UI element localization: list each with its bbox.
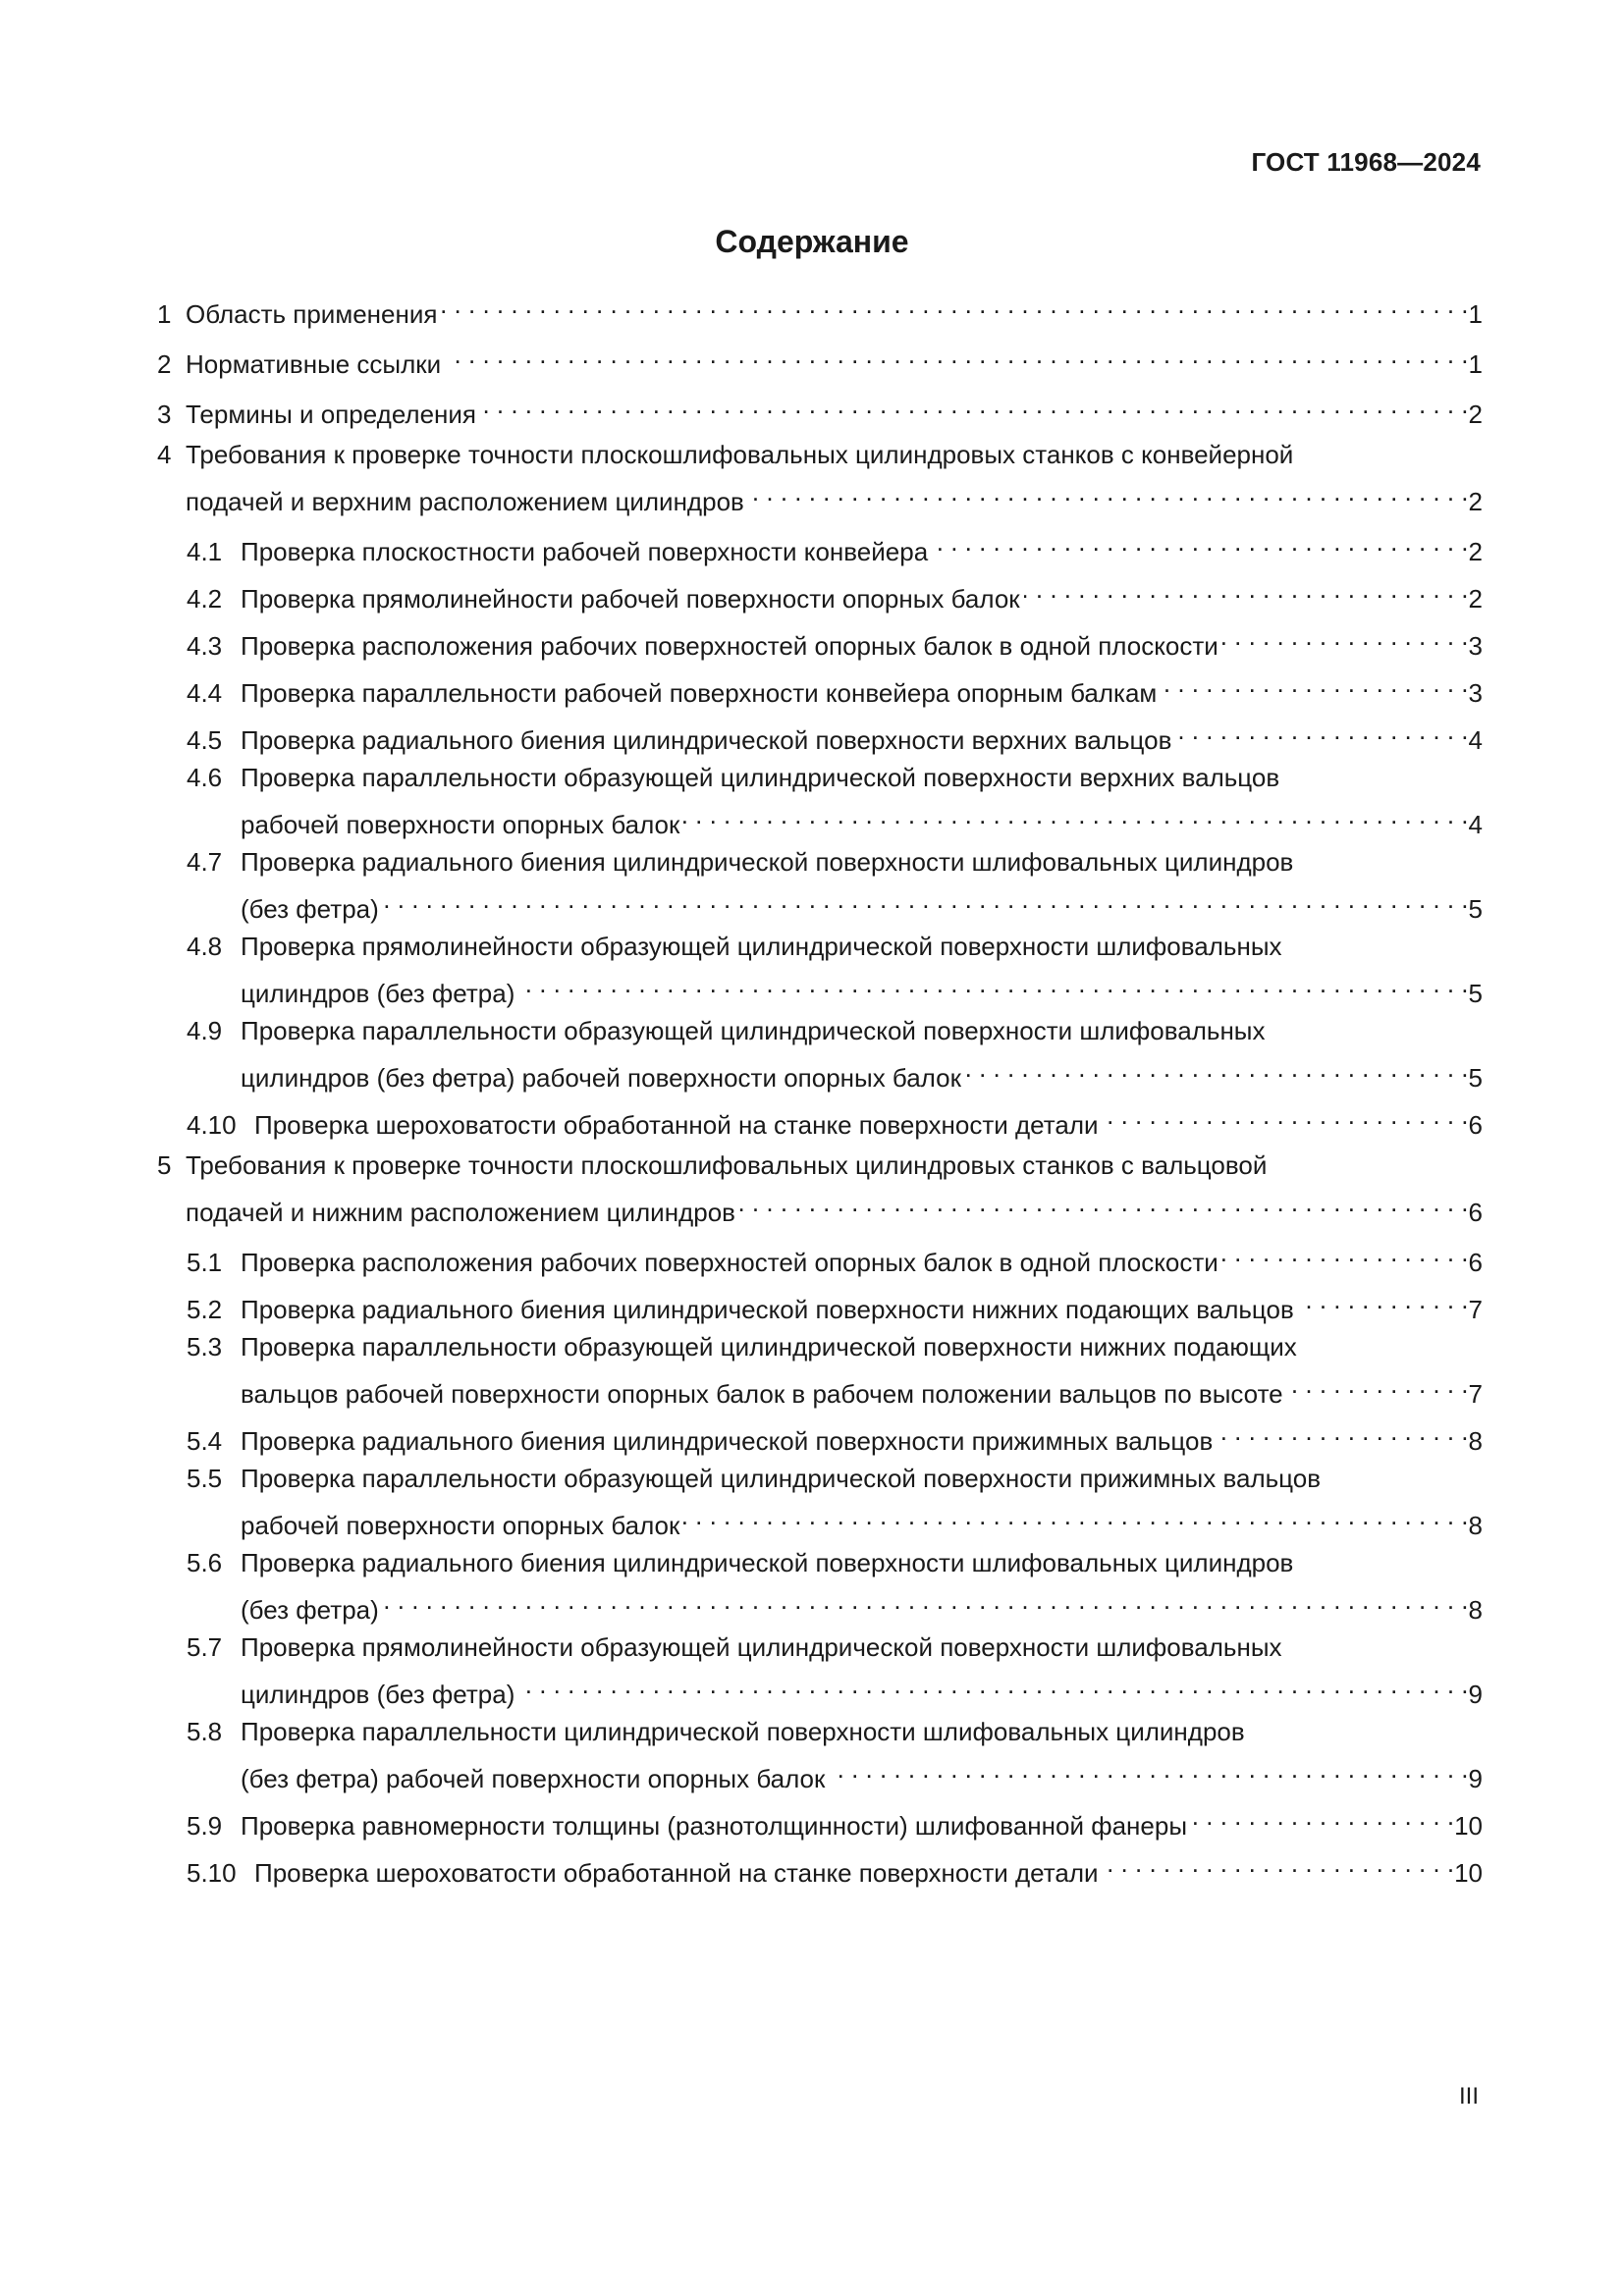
page-title: Содержание xyxy=(715,224,909,259)
toc-dot-leader xyxy=(1191,1797,1454,1835)
toc-entry-number: 4.1 xyxy=(187,537,223,566)
toc-entry-title: Область применения xyxy=(186,299,438,329)
toc-page-number: 10 xyxy=(1454,1811,1483,1841)
toc-dot-leader xyxy=(480,386,1469,423)
toc-entry-number: 3 xyxy=(157,400,172,429)
toc-entry-number: 5.7 xyxy=(187,1632,223,1662)
toc-page-number: 2 xyxy=(1468,584,1483,614)
toc-entry-number: 5.2 xyxy=(187,1295,223,1324)
toc-entry[interactable] xyxy=(157,1096,1483,1144)
toc-page-number: 1 xyxy=(1468,349,1483,379)
toc-entry-number: 4.5 xyxy=(187,725,223,755)
toc-entry-title: Проверка шероховатости обработанной на станке поверхности детали xyxy=(254,1858,1099,1888)
toc-dot-leader xyxy=(383,1581,1469,1619)
toc-entry-number: 5.3 xyxy=(187,1332,223,1362)
toc-entry-title: Проверка прямолинейности рабочей поверхности опорных балок xyxy=(241,584,1020,614)
toc-entry-title: Проверка параллельности образующей цилиндрической поверхности шлифовальных xyxy=(241,1016,1266,1045)
toc-dot-leader xyxy=(1161,665,1468,702)
toc-entry[interactable] xyxy=(157,843,1483,928)
toc-entry-title: Проверка параллельности образующей цилиндрической поверхности нижних подающих xyxy=(241,1332,1297,1362)
toc-page-number: 9 xyxy=(1468,1764,1483,1793)
toc-entry-title: подачей и верхним расположением цилиндров xyxy=(186,487,744,516)
toc-dot-leader xyxy=(1222,1234,1469,1271)
toc-entry[interactable] xyxy=(157,1281,1483,1328)
toc-entry[interactable] xyxy=(157,712,1483,759)
toc-entry-number: 4.8 xyxy=(187,932,223,961)
toc-entry-title: Проверка расположения рабочих поверхностей опорных балок в одной плоскости xyxy=(241,1248,1218,1277)
toc-dot-leader xyxy=(445,336,1468,373)
toc-entry-title: цилиндров (без фетра) рабочей поверхности опорных балок xyxy=(241,1063,961,1093)
toc-entry[interactable] xyxy=(157,928,1483,1012)
toc-entry-title: Нормативные ссылки xyxy=(186,349,442,379)
toc-entry[interactable] xyxy=(157,386,1483,433)
toc-page-number: 1 xyxy=(1468,299,1483,329)
toc-entry[interactable] xyxy=(157,759,1483,843)
toc-entry-title: Проверка радиального биения цилиндрической поверхности верхних вальцов xyxy=(241,725,1172,755)
toc-page-number: 4 xyxy=(1468,810,1483,839)
toc-dot-leader xyxy=(1298,1281,1469,1318)
toc-entry[interactable] xyxy=(157,1844,1483,1892)
toc-entry-title: Проверка расположения рабочих поверхностей опорных балок в одной плоскости xyxy=(241,631,1218,661)
toc-entry-number: 4.4 xyxy=(187,678,223,708)
table-of-contents xyxy=(157,286,1483,1892)
toc-dot-leader xyxy=(1222,617,1469,655)
toc-entry-title: Проверка прямолинейности образующей цилиндрической поверхности шлифовальных xyxy=(241,1632,1282,1662)
toc-dot-leader xyxy=(518,965,1468,1002)
page-number: III xyxy=(1458,2083,1479,2109)
toc-page-number: 10 xyxy=(1454,1858,1483,1888)
toc-entry-title: рабочей поверхности опорных балок xyxy=(241,1511,680,1540)
toc-entry-number: 1 xyxy=(157,299,172,329)
toc-page-number: 8 xyxy=(1468,1511,1483,1540)
toc-entry-number: 4.6 xyxy=(187,763,223,792)
toc-entry-title: цилиндров (без фетра) xyxy=(241,1680,515,1709)
toc-page-number: 8 xyxy=(1468,1426,1483,1456)
toc-entry[interactable] xyxy=(157,665,1483,712)
toc-entry-number: 5.9 xyxy=(187,1811,223,1841)
toc-entry-title: (без фетра) xyxy=(241,894,379,924)
toc-entry[interactable] xyxy=(157,1413,1483,1460)
toc-entry-title: Термины и определения xyxy=(186,400,477,429)
toc-entry[interactable] xyxy=(157,523,1483,570)
toc-entry-number: 2 xyxy=(157,349,172,379)
toc-entry-title: Требования к проверке точности плоскошлифовальных цилиндровых станков с конвейерной xyxy=(186,440,1294,469)
toc-dot-leader xyxy=(965,1049,1469,1087)
toc-entry-number: 5.10 xyxy=(187,1858,237,1888)
toc-entry-number: 4.9 xyxy=(187,1016,223,1045)
toc-page-number: 5 xyxy=(1468,894,1483,924)
toc-entry[interactable] xyxy=(157,1012,1483,1096)
toc-entry-number: 4 xyxy=(157,440,172,469)
toc-entry-title: Проверка параллельности рабочей поверхности конвейера опорным балкам xyxy=(241,678,1158,708)
toc-dot-leader xyxy=(1175,712,1468,749)
toc-page-number: 6 xyxy=(1468,1248,1483,1277)
toc-entry-number: 5.5 xyxy=(187,1464,223,1493)
toc-entry-title: (без фетра) xyxy=(241,1595,379,1625)
toc-dot-leader xyxy=(518,1666,1468,1703)
toc-dot-leader xyxy=(1024,570,1469,608)
toc-entry[interactable] xyxy=(157,1328,1483,1413)
toc-dot-leader xyxy=(1217,1413,1468,1450)
toc-page-number: 2 xyxy=(1468,487,1483,516)
toc-entry[interactable] xyxy=(157,570,1483,617)
toc-entry-title: Проверка радиального биения цилиндрической поверхности шлифовальных цилиндров xyxy=(241,847,1294,877)
toc-entry-title: рабочей поверхности опорных балок xyxy=(241,810,680,839)
toc-dot-leader xyxy=(932,523,1468,561)
toc-entry-title: Проверка плоскостности рабочей поверхности конвейера xyxy=(241,537,929,566)
toc-entry[interactable] xyxy=(157,1797,1483,1844)
toc-entry-title: Проверка параллельности образующей цилиндрической поверхности прижимных вальцов xyxy=(241,1464,1322,1493)
toc-page-number: 7 xyxy=(1468,1379,1483,1409)
toc-page-number: 3 xyxy=(1468,678,1483,708)
toc-page-number: 5 xyxy=(1468,979,1483,1008)
toc-entry-title: Проверка шероховатости обработанной на станке поверхности детали xyxy=(254,1110,1099,1140)
toc-entry[interactable] xyxy=(157,336,1483,383)
toc-dot-leader xyxy=(748,473,1469,510)
toc-dot-leader xyxy=(441,286,1468,323)
toc-page-number: 4 xyxy=(1468,725,1483,755)
toc-entry-title: Требования к проверке точности плоскошлифовальных цилиндровых станков с вальцовой xyxy=(186,1150,1268,1180)
document-code: ГОСТ 11968—2024 xyxy=(1251,147,1481,177)
toc-page-number: 9 xyxy=(1468,1680,1483,1709)
toc-entry-number: 4.2 xyxy=(187,584,223,614)
toc-dot-leader xyxy=(683,1497,1468,1534)
toc-entry-number: 5.8 xyxy=(187,1717,223,1746)
toc-entry[interactable] xyxy=(157,1544,1483,1629)
toc-page-number: 3 xyxy=(1468,631,1483,661)
toc-entry-title: Проверка радиального биения цилиндрической поверхности нижних подающих вальцов xyxy=(241,1295,1294,1324)
toc-entry-title: Проверка параллельности образующей цилиндрической поверхности верхних вальцов xyxy=(241,763,1280,792)
toc-entry-number: 4.3 xyxy=(187,631,223,661)
toc-dot-leader xyxy=(829,1750,1468,1788)
toc-entry-number: 5.1 xyxy=(187,1248,223,1277)
toc-entry-number: 4.7 xyxy=(187,847,223,877)
toc-entry-number: 5.4 xyxy=(187,1426,223,1456)
toc-entry-title: Проверка радиального биения цилиндрической поверхности шлифовальных цилиндров xyxy=(241,1548,1294,1577)
toc-entry-title: цилиндров (без фетра) xyxy=(241,979,515,1008)
toc-entry-title: подачей и нижним расположением цилиндров xyxy=(186,1198,735,1227)
toc-entry-title: Проверка прямолинейности образующей цилиндрической поверхности шлифовальных xyxy=(241,932,1282,961)
toc-page-number: 7 xyxy=(1468,1295,1483,1324)
toc-entry[interactable] xyxy=(157,1713,1483,1797)
toc-entry-title: Проверка параллельности цилиндрической поверхности шлифовальных цилиндров xyxy=(241,1717,1245,1746)
toc-entry[interactable] xyxy=(157,617,1483,665)
toc-entry-number: 4.10 xyxy=(187,1110,237,1140)
toc-page-number: 6 xyxy=(1468,1198,1483,1227)
toc-entry[interactable] xyxy=(157,1147,1483,1231)
toc-entry[interactable] xyxy=(157,1234,1483,1281)
toc-entry-number: 5 xyxy=(157,1150,172,1180)
toc-dot-leader xyxy=(1103,1844,1455,1882)
toc-entry-title: вальцов рабочей поверхности опорных балок в рабочем положении вальцов по высоте xyxy=(241,1379,1283,1409)
toc-entry[interactable] xyxy=(157,436,1483,520)
toc-page-number: 6 xyxy=(1468,1110,1483,1140)
toc-page-number: 5 xyxy=(1468,1063,1483,1093)
toc-page-number: 2 xyxy=(1468,400,1483,429)
toc-entry[interactable] xyxy=(157,286,1483,333)
toc-dot-leader xyxy=(739,1184,1469,1221)
toc-entry-title: Проверка равномерности толщины (разнотолщинности) шлифованной фанеры xyxy=(241,1811,1188,1841)
toc-page-number: 8 xyxy=(1468,1595,1483,1625)
toc-entry[interactable] xyxy=(157,1629,1483,1713)
toc-entry-number: 5.6 xyxy=(187,1548,223,1577)
toc-dot-leader xyxy=(683,796,1468,833)
toc-entry-title: Проверка радиального биения цилиндрической поверхности прижимных вальцов xyxy=(241,1426,1214,1456)
toc-entry[interactable] xyxy=(157,1460,1483,1544)
toc-dot-leader xyxy=(383,881,1469,918)
toc-page-number: 2 xyxy=(1468,537,1483,566)
toc-entry-title: (без фетра) рабочей поверхности опорных балок xyxy=(241,1764,826,1793)
toc-dot-leader xyxy=(1287,1365,1469,1403)
toc-dot-leader xyxy=(1103,1096,1469,1134)
